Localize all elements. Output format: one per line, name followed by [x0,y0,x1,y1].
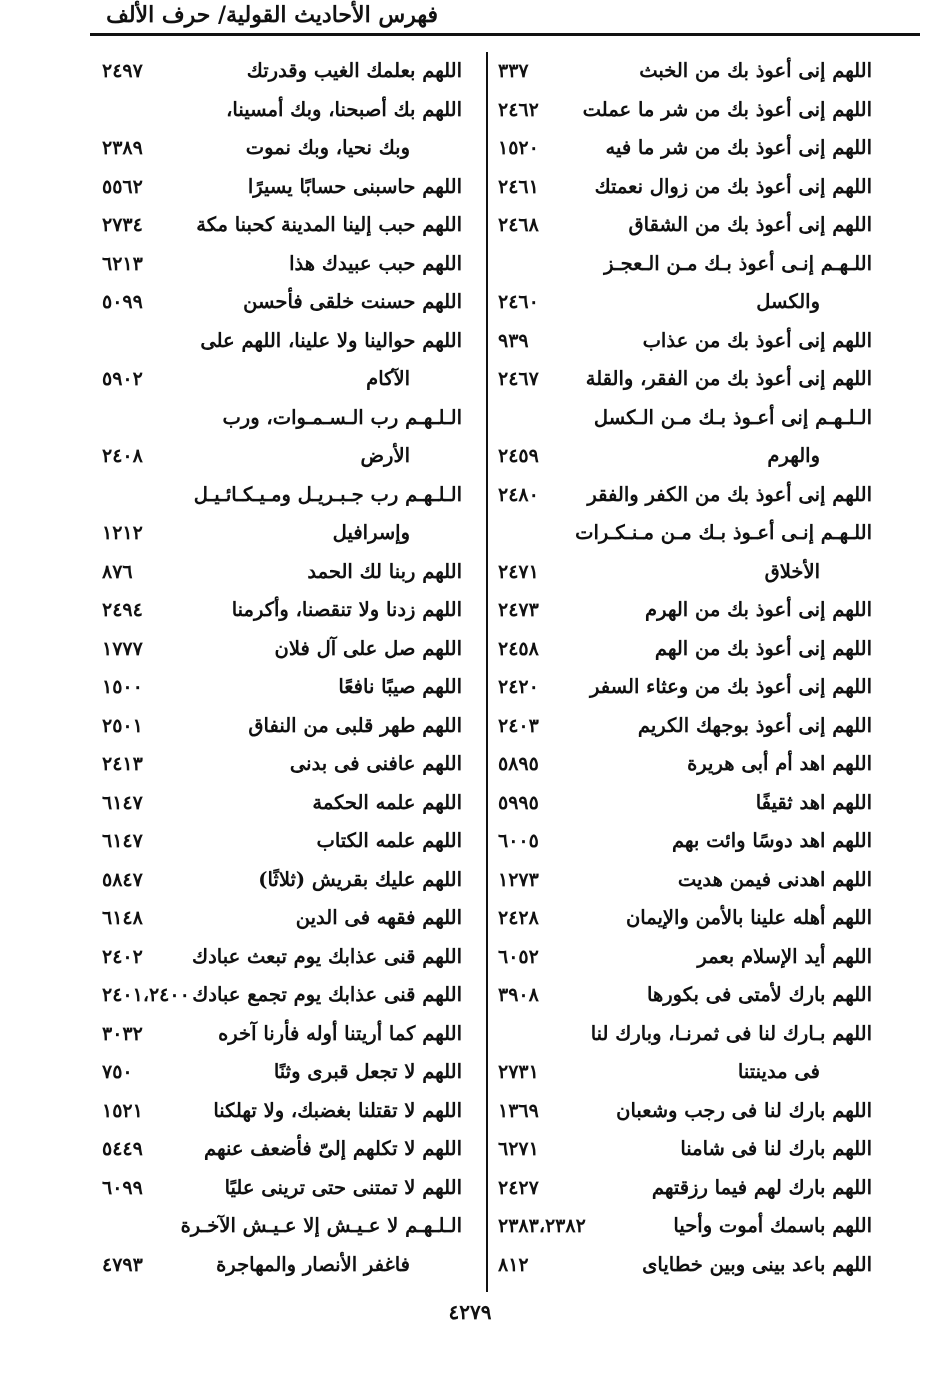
entry-number: ٦٠٥٢ [498,945,539,968]
entry-text: فاغفر الأنصار والمهاجرة [216,1252,410,1276]
entry-number: ٣٩٠٨ [498,984,539,1006]
entry-text: اللهم ربنا لك الحمد [307,559,462,583]
index-entry [496,784,872,823]
entry-text: اللهم فقهه فى الدين [295,906,462,929]
entry-number: ٢٤٦٧ [498,368,539,390]
index-entry [496,91,872,130]
index-entry [100,1207,462,1246]
index-entry [100,1169,462,1208]
index-entry [100,360,462,399]
page-number: ٤٢٧٩ [448,1300,492,1324]
index-entry [496,591,872,630]
entry-number: ٦٠٩٩ [102,1176,143,1199]
entry-text: فى مدينتنا [737,1060,820,1083]
entry-text: اللـهـم إنـى أعوذ بـك مـن الـعجـز [604,251,872,275]
entry-number: ٢٤٢٧ [498,1176,539,1199]
index-entry [496,938,872,977]
running-title: فهرس الأحاديث القولية/ حرف الألف [106,2,438,28]
entry-text: اللهم بارك لأمتى فى بكورها [647,983,872,1006]
index-entry [100,1092,462,1131]
index-entry [100,553,462,592]
entry-number: ٥٩٠٢ [102,368,143,390]
entry-text: والهرم [767,444,820,467]
index-entry [496,745,872,784]
index-entry [100,591,462,630]
index-entry [496,437,872,476]
index-entry [496,1207,872,1246]
index-entry [496,476,872,515]
entry-number: ٢٧٣٤ [102,214,143,236]
entry-text: اللهم اهد أم أبى هريرة [687,752,872,775]
entry-number: ٢٤٩٤ [102,599,143,621]
entry-text: اللهم بارك لنا فى رجب وشعبان [616,1098,872,1122]
entry-text: اللهم باسمك أموت وأحيا [673,1214,872,1237]
entry-number: ٢٣٨٣،٢٣٨٢ [498,1215,586,1237]
entry-text: اللهم علمه الكتاب [316,829,462,852]
index-entry [100,745,462,784]
index-entry [100,91,462,130]
index-entry [100,52,462,91]
entry-number: ٥٥٦٢ [102,175,143,198]
entry-number: ٢٤٠٣ [498,714,539,737]
entry-number: ٢٤٦٢ [498,98,539,121]
entry-number: ٧٥٠ [102,1061,133,1083]
entry-number: ١٢١٢ [102,522,143,544]
index-entry [100,1053,462,1092]
entry-text: اللهم حبب عبيدك هذا [289,251,462,275]
index-entry [100,399,462,438]
index-entry [496,168,872,207]
entry-number: ٢٤٨٠ [498,483,539,506]
index-entry [496,976,872,1015]
index-entry [100,437,462,476]
right-column [496,52,872,1284]
entry-text: اللهم أهله علينا بالأمن والإيمان [625,906,872,929]
entry-text: اللهم لا تقتلنا بغضبك، ولا تهلكنا [213,1098,462,1122]
entry-text: الـلـهـم رب الـسـمـوات، ورب [222,405,462,429]
entry-text: اللهم أيد الإسلام بعمر [697,944,872,968]
index-entry [100,322,462,361]
index-entry [100,976,462,1015]
entry-number: ٢٤٦١ [498,175,539,198]
entry-text: اللهم صيبًا نافعًا [338,675,462,698]
entry-text: اللهم حاسبنى حسابًا يسيرًا [247,174,462,198]
entry-text: اللهم صل على آل فلان [274,636,462,660]
entry-number: ٥٤٤٩ [102,1138,143,1160]
entry-number: ١٧٧٧ [102,637,143,660]
index-entry [100,784,462,823]
index-entry [496,1130,872,1169]
index-entry [496,206,872,245]
index-entry [496,668,872,707]
index-entry [496,322,872,361]
entry-text: اللهم إنى أعوذ بك من الهم [654,636,872,660]
index-entry [496,1015,872,1054]
entry-number: ٢٤٢٨ [498,907,539,929]
index-entry [100,283,462,322]
entry-number: ٥٨٩٥ [498,753,539,775]
entry-text: اللهم اهد ثقيفًا [755,790,872,814]
index-entry [496,399,872,438]
page-header [0,0,938,44]
entry-text: اللهم لا تجعل قبرى وثنًا [273,1060,462,1083]
entry-number: ٢٤٢٠ [498,676,539,698]
index-entry [100,938,462,977]
entry-number: ٢٣٨٩ [102,137,143,159]
entry-text: الـلـهـم إنى أعـوذ بـك مـن الـكسل [593,405,872,429]
index-entry [496,129,872,168]
index-entry [496,283,872,322]
entry-text: الآكام [366,367,410,390]
entry-text: اللهم إنى أعوذ بك من شر ما فيه [605,136,872,159]
index-entry [496,861,872,900]
index-entry [100,1130,462,1169]
index-entry [100,1015,462,1054]
index-entry [100,476,462,515]
entry-number: ٢٤٠٨ [102,445,143,467]
entry-text: اللهم علمه الحكمة [312,790,462,814]
column-divider [486,52,488,1292]
entry-text: الأرض [360,444,410,467]
entry-number: ٢٤٥٩ [498,445,539,467]
entry-number: ٢٤٦٨ [498,214,539,236]
index-entry [100,668,462,707]
entry-number: ٨١٢ [498,1253,529,1276]
entry-number: ٣٠٣٢ [102,1022,143,1045]
index-entry [496,1092,872,1131]
entry-number: ٢٤٩٧ [102,60,143,82]
entry-text: اللهم إنى أعوذ بك من الشقاق [628,213,872,236]
index-entry [100,899,462,938]
entry-number: ٦٢٧١ [498,1138,539,1160]
entry-text: اللهم اهد دوسًا وائت بهم [671,829,872,852]
index-entry [496,245,872,284]
index-entry [496,52,872,91]
entry-text: اللهم اهدنى فيمن هديت [677,867,872,891]
entry-text: اللهم كما أريتنا أوله فأرنا آخره [218,1021,462,1045]
entry-text: اللهم بعلمك الغيب وقدرتك [246,59,462,82]
index-entry [100,707,462,746]
entry-number: ٢٤٠٢ [102,945,143,968]
entry-text: اللهم حسنت خلقى فأحسن [243,290,462,313]
entry-text: اللهم حوالينا ولا علينا، اللهم على [200,328,462,352]
index-entry [496,1169,872,1208]
entry-text: اللهم إنى أعوذ بك من عذاب [642,328,872,352]
entry-number: ١٥٠٠ [102,676,143,698]
entry-number: ٥٠٩٩ [102,291,143,313]
entry-text: اللهم قنى عذابك يوم تجمع عبادك [192,983,462,1006]
index-entry [100,1246,462,1285]
entry-text: اللهم إنى أعوذ بك من الهرم [645,598,872,621]
entry-text: اللهم بارك لنا فى شامنا [680,1137,872,1160]
entry-number: ٢٤٧١ [498,560,539,583]
entry-text: اللهم حبب إلينا المدينة كحبنا مكة [196,213,462,236]
index-entry [496,1246,872,1285]
entry-number: ١٥٢٠ [498,137,539,159]
entry-text: والكسل [756,290,820,313]
index-entry [100,630,462,669]
entry-number: ٣٣٧ [498,60,529,82]
entry-text: اللهم إنى أعوذ بك من الكفر والفقر [587,482,872,506]
entry-text: اللهم زدنا ولا تنقصنا، وأكرمنا [231,598,462,621]
entry-number: ٥٩٩٥ [498,791,539,814]
entry-number: ٦١٤٧ [102,791,143,814]
entry-text: الأخلاق [764,559,820,583]
entry-text: اللهم لا تكلهم إلىّ فأضعف عنهم [204,1137,462,1160]
entry-text: اللهم قنى عذابك يوم تبعث عبادك [192,944,462,968]
index-entry [100,514,462,553]
entry-number: ١٣٦٩ [498,1099,539,1122]
entry-text: اللهم عافنى فى بدنى [289,752,462,775]
entry-number: ١٥٢١ [102,1099,143,1122]
index-entry [100,245,462,284]
entry-text: اللهم عليك بقريش (ثلاثًا) [258,867,462,891]
index-entry [496,707,872,746]
entry-text: اللـهـم إنـى أعـوذ بـك مـن مـنـكـرات [575,521,872,544]
entry-text: اللهم بـارك لنا فى ثمرنـا، وبارك لنا [590,1021,872,1045]
entry-text: اللهم بارك لهم فيما رزقتهم [651,1175,872,1199]
entry-number: ٩٣٩ [498,329,529,352]
entry-number: ٢٥٠١ [102,714,143,737]
index-entry [100,168,462,207]
entry-number: ٦٠٠٥ [498,830,539,852]
entry-text: اللهم باعد بينى وبين خطاياى [642,1252,872,1276]
entry-text: وبك نحيا، وبك نموت [245,136,410,159]
index-entry [100,129,462,168]
entry-number: ٢٤١٣ [102,753,143,775]
index-entry [496,822,872,861]
entry-text: اللهم إنى أعوذ بوجهك الكريم [637,713,872,737]
entry-text: اللهم بك أصبحنا، وبك أمسينا، [226,97,462,121]
index-entry [496,899,872,938]
entry-number: ٢٧٣١ [498,1061,539,1083]
entry-number: ٤٧٩٣ [102,1253,143,1276]
entry-number: ٢٤٦٠ [498,291,539,313]
entry-text: اللهم إنى أعوذ بك من زوال نعمتك [594,174,872,198]
entry-number: ٢٤٠١،٢٤٠٠ [102,984,190,1006]
index-entry [496,553,872,592]
entry-text: اللهم لا تمتنى حتى ترينى عليًا [224,1175,462,1199]
index-entry [496,360,872,399]
entry-number: ٢٤٥٨ [498,637,539,660]
index-entry [100,206,462,245]
entry-number: ٢٤٧٣ [498,599,539,621]
left-column [100,52,462,1284]
entry-text: اللهم إنى أعوذ بك من وعثاء السفر [590,675,872,698]
entry-text: اللهم طهر قلبى من النفاق [248,713,462,737]
entry-number: ٨٧٦ [102,560,133,583]
entry-text: اللهم إنى أعوذ بك من الخبث [639,59,872,82]
index-entry [496,514,872,553]
entry-number: ٥٨٤٧ [102,868,143,891]
entry-number: ١٢٧٣ [498,868,539,891]
entry-number: ٦٢١٣ [102,252,143,275]
entry-text: الـلـهـم لا عـيـش إلا عـيـش الآخـرة [180,1214,462,1237]
entry-number: ٦١٤٧ [102,830,143,852]
index-entry [100,861,462,900]
index-entry [496,630,872,669]
index-entry [496,1053,872,1092]
entry-text: اللهم إنى أعوذ بك من شر ما عملت [582,97,872,121]
entry-number: ٦١٤٨ [102,907,143,929]
index-entry [100,822,462,861]
entry-text: الـلـهـم رب جـبـريـل ومـيـكـائـيـل [193,482,462,506]
header-rule [90,33,920,36]
entry-text: وإسرافيل [332,521,410,544]
entry-text: اللهم إنى أعوذ بك من الفقر، والقلة [585,367,872,390]
